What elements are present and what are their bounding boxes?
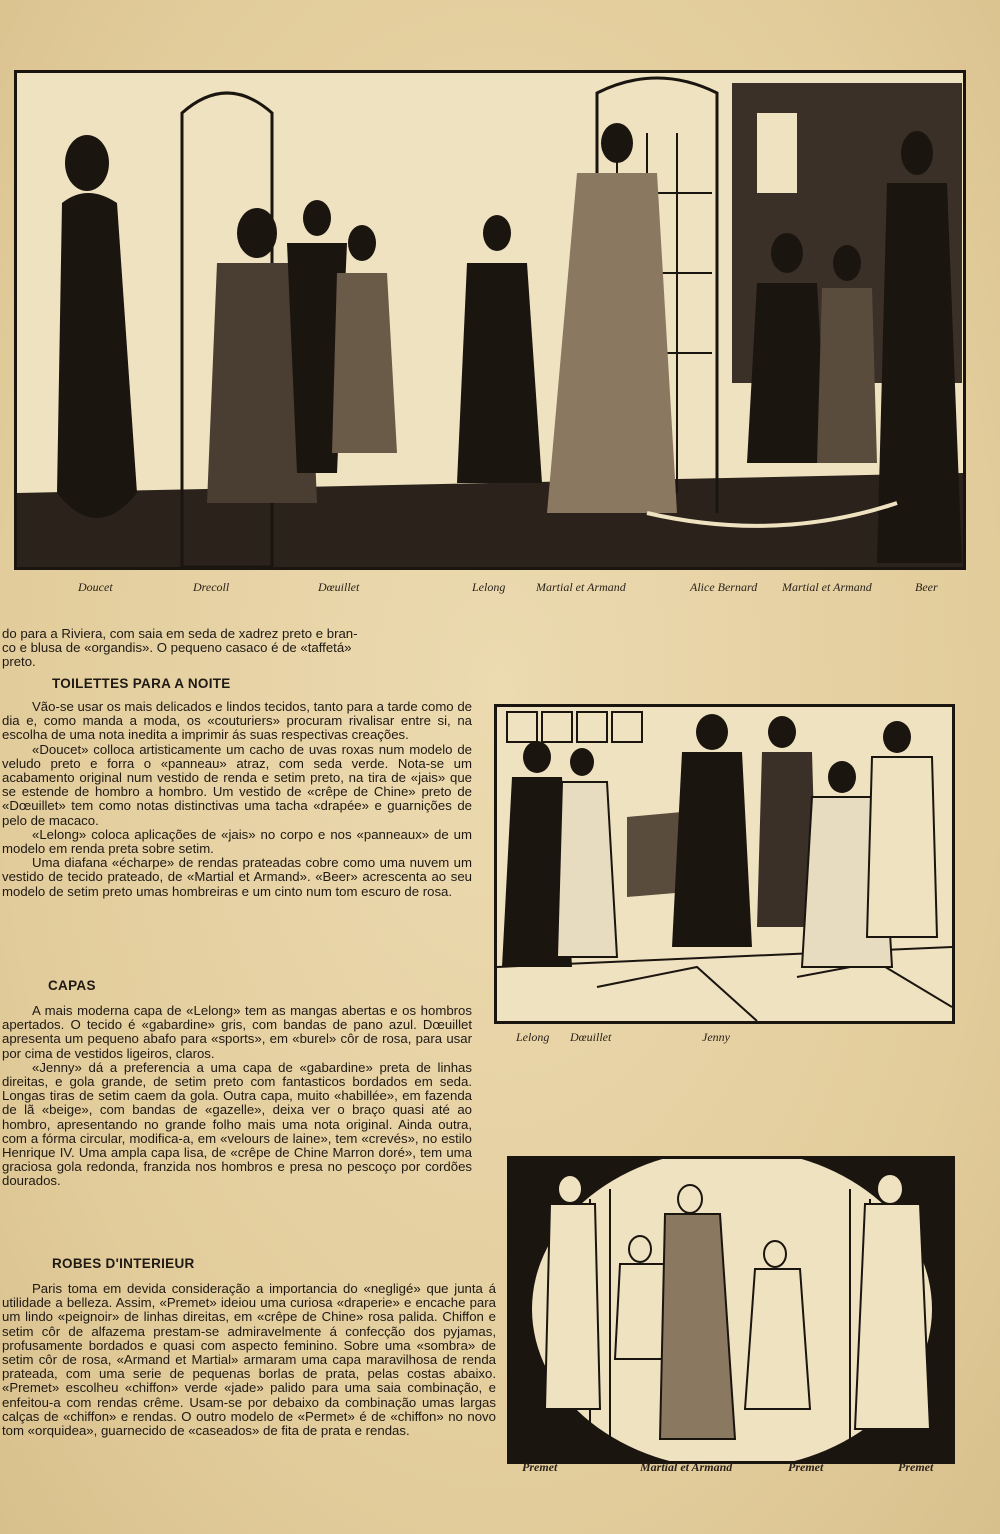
caption-doucet: Doucet bbox=[78, 580, 113, 594]
heading-toilettes: TOILETTES PARA A NOITE bbox=[52, 676, 231, 691]
intro-line: preto. bbox=[2, 654, 36, 670]
paragraph: Uma diafana «écharpe» de rendas prateadas cobre como uma nuvem um vestido de tecido prateado, de «Martial et Armand». «Beer» acrescenta ao seu modelo de setim preto umas hombreiras e um cinto num tom escuro de rosa. bbox=[2, 855, 472, 899]
caption-martial-armand-3: Martial et Armand bbox=[640, 1460, 733, 1474]
caption-premet-2: Premet bbox=[788, 1460, 824, 1474]
caption-alice-bernard: Alice Bernard bbox=[690, 580, 758, 594]
heading-capas: CAPAS bbox=[48, 978, 96, 993]
intro-line: do para a Riviera, com saia em seda de xadrez preto e bran- bbox=[2, 626, 358, 641]
caption-drecoll: Drecoll bbox=[193, 580, 230, 594]
caption-martial-armand-1: Martial et Armand bbox=[536, 580, 626, 594]
caption-premet-3: Premet bbox=[898, 1460, 934, 1474]
paragraph: A mais moderna capa de «Lelong» tem as mangas abertas e os hombros apertados. O tecido é «gabardine» gris, com bandas de pano azul. Dœuillet apresenta um pequeno abafo para «sports», em «burel» côr de rosa, para usar por cima de vestidos ligeiros, claros. bbox=[2, 1003, 472, 1061]
top-illustration bbox=[14, 70, 966, 570]
section-capas-body bbox=[2, 1004, 472, 1189]
paragraph: «Doucet» colloca artisticamente um cacho de uvas roxas num modelo de veludo preto e forra o «panneau» atraz, com seda verde. Nota-se um acabamento original num vestido de renda e setim preto, na tira de «jais» que se estende de hombro a hombro. Um vestido de «crêpe de Chine» preto de «Dœuillet» tem como notas distinctivas uma tacha «drapée» e guarnições de pelo de macaco. bbox=[2, 741, 472, 828]
intro-line: co e blusa de «organdis». O pequeno casaco é de «taffetá» bbox=[2, 640, 352, 656]
paragraph: «Jenny» dá a preferencia a uma capa de «gabardine» preta de linhas direitas, e gola grande, de setim preto com fantasticos bordados em seda. Longas tiras de setim caem da gola. Outra capa, muito «habillée», em fazenda de lã «beige», com bandas de «gazelle», deixa ver o braço quasi até ao hombro, apresentando no grande folho mais uma nota original. Ainda outra, com a fórma circular, modifica-a, em «velours de laine», tem «crevés», no estilo Henrique IV. Uma ampla capa lisa, de «crêpe de Chine Marron doré», tem uma graciosa gola redonda, franzida nos hombros e presa no pescoço por cordões dourados. bbox=[2, 1059, 472, 1189]
paragraph: Vão-se usar os mais delicados e lindos tecidos, tanto para a tarde como de dia e, como manda a moda, os «couturiers» procuram rivalisar entre si, na escolha de uma nota inedita a imprimir ás suas respectivas creações. bbox=[2, 699, 472, 743]
heading-robes: ROBES D'INTERIEUR bbox=[52, 1256, 195, 1271]
bottom-illustration bbox=[507, 1156, 955, 1464]
intro-text bbox=[2, 627, 472, 670]
caption-jenny: Jenny bbox=[702, 1030, 730, 1044]
paragraph: Paris toma em devida consideração a importancia do «negligé» que junta á utilidade a belleza. Assim, «Premet» ideiou uma curiosa «draperie» e encache para um lindo «peignoir» de linhas direitas, em «crêpe de Chine» rosa palida. Chiffon e setim côr de alfazema prestam-se admiravelmente á confecção dos pyjamas, profusamente bordados e quasi com aspecto feminino. Sobre uma «sombra» de setim côr de rosa, «Armand et Martial» armaram uma capa maravilhosa de renda prateada, com uma serie de pequenas borlas de prata, pelas costas abaixo. «Premet» escolheu «chiffon» verde «jade» palido para uma saia combinação, e enfeitou-a com rendas crême. Usam-se por debaixo da combinação umas largas calças de «chiffon» e rendas. O outro modelo de «Permet» é de «chiffon» no novo tom «orquidea», guarnecido de «caseados» de fita de prata e rendas. bbox=[2, 1281, 496, 1439]
paragraph: «Lelong» coloca aplicações de «jais» no corpo e nos «panneaux» de um modelo em renda preta sobre setim. bbox=[2, 826, 472, 857]
caption-martial-armand-2: Martial et Armand bbox=[782, 580, 872, 594]
caption-doeuillet: Dœuillet bbox=[318, 580, 360, 594]
section-toilettes-body bbox=[2, 700, 472, 899]
caption-lelong-2: Lelong bbox=[516, 1030, 550, 1044]
caption-beer: Beer bbox=[915, 580, 938, 594]
caption-lelong: Lelong bbox=[472, 580, 506, 594]
caption-premet-1: Premet bbox=[522, 1460, 558, 1474]
caption-doeuillet-2: Dœuillet bbox=[570, 1030, 612, 1044]
section-robes-body bbox=[2, 1282, 496, 1438]
middle-illustration bbox=[494, 704, 955, 1024]
